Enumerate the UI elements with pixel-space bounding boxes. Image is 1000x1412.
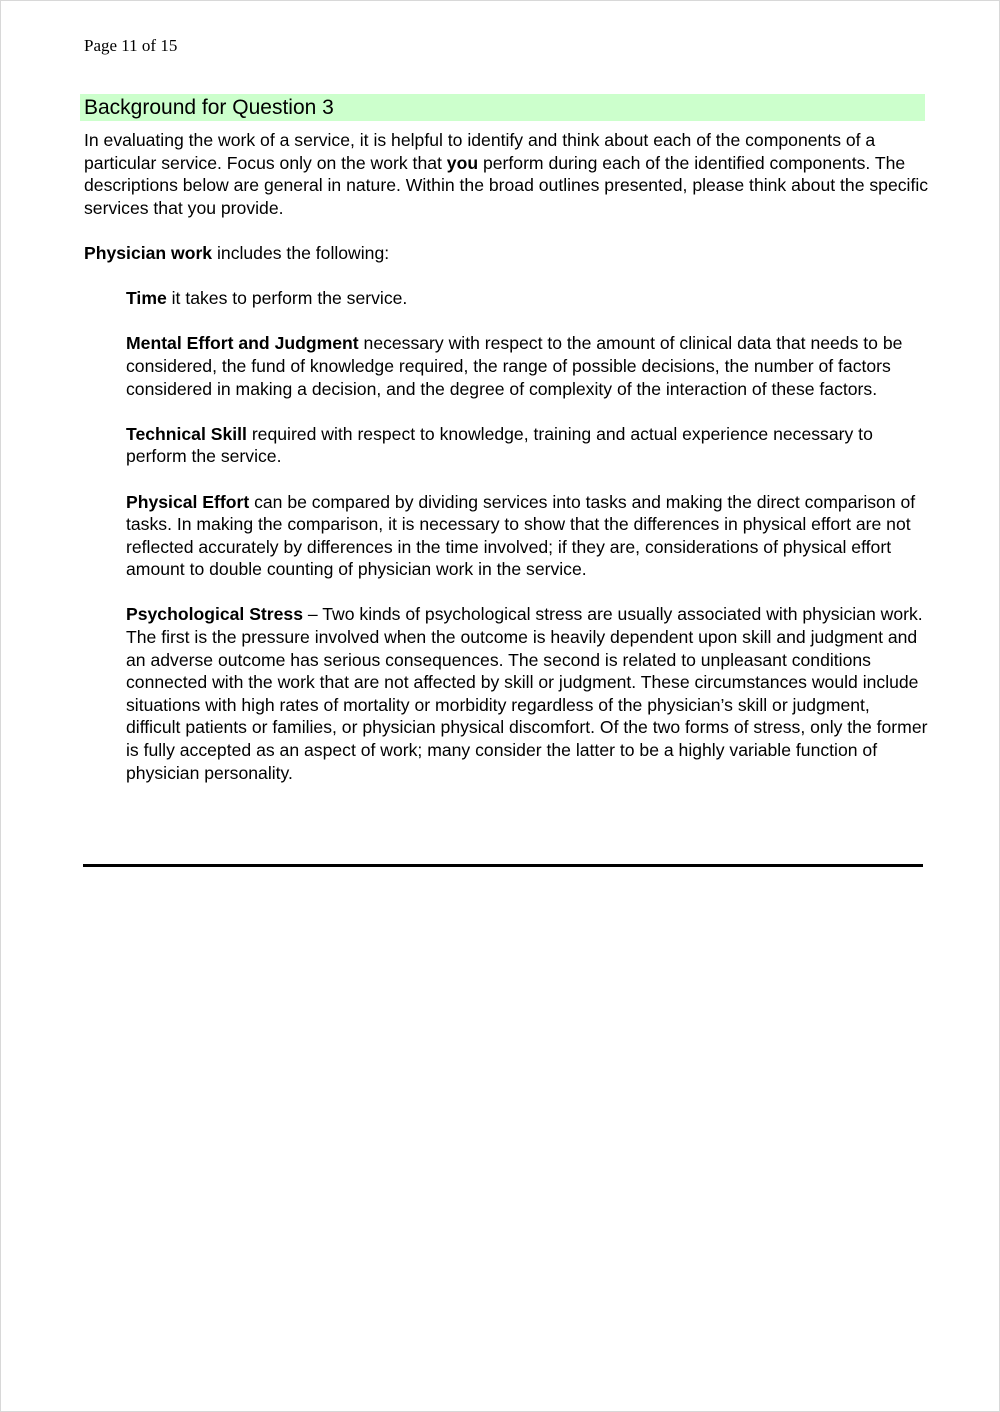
physician-work-paragraph xyxy=(84,242,929,265)
component-text: – Two kinds of psychological stress are usually associated with physician work. The first is the pressure involved when the outcome is heavily dependent upon skill and judgment and an adverse outcome has serious consequences. The second is related to unpleasant conditions connected with the work that are not affected by skill or judgment. These circumstances would include situations with high rates of mortality or morbidity regardless of the physician’s skill or judgment, difficult patients or families, or physician physical discomfort. Of the two forms of stress, only the former is fully accepted as an aspect of work; many consider the latter to be a highly variable function of physician personality. xyxy=(126,604,928,783)
section-heading: Background for Question 3 xyxy=(80,94,925,121)
component-physical-effort xyxy=(126,491,929,581)
component-term: Physical Effort xyxy=(126,491,250,512)
intro-text-1: In evaluating the work of a service, it is helpful to identify and think about each of the components of a particular service. Focus only on the work that xyxy=(84,130,876,173)
component-mental-effort xyxy=(126,332,929,400)
component-text: necessary with respect to the amount of clinical data that needs to be considered, the fund of knowledge required, the range of possible decisions, the number of factors considered in making a decision, and the degree of complexity of the interaction of these factors. xyxy=(126,333,903,399)
component-technical-skill xyxy=(126,423,929,468)
component-term: Psychological Stress xyxy=(126,604,303,625)
horizontal-rule xyxy=(83,864,923,867)
page-number: Page 11 of 15 xyxy=(84,36,178,55)
physician-work-term: Physician work xyxy=(84,242,213,263)
component-term: Technical Skill xyxy=(126,423,247,444)
component-time xyxy=(126,287,929,310)
component-psychological-stress xyxy=(126,603,929,784)
intro-text-2: perform during each of the identified components. The descriptions below are general in nature. Within the broad outlines presented, please think about the specific services that you provide. xyxy=(84,152,929,218)
component-term: Mental Effort and Judgment xyxy=(126,333,359,354)
document-body xyxy=(84,129,929,807)
intro-emphasis: you xyxy=(446,152,479,173)
component-term: Time xyxy=(126,288,167,309)
component-text: it takes to perform the service. xyxy=(166,288,408,309)
physician-work-text: includes the following: xyxy=(212,242,390,263)
component-text: can be compared by dividing services into tasks and making the direct comparison of tasks. In making the comparison, it is necessary to show that the differences in physical effort are not reflected accurately by differences in the time involved; if they are, considerations of physical effort amount to double counting of physician work in the service. xyxy=(126,491,916,580)
intro-paragraph xyxy=(84,129,929,219)
component-text: required with respect to knowledge, training and actual experience necessary to perform the service. xyxy=(126,423,873,467)
